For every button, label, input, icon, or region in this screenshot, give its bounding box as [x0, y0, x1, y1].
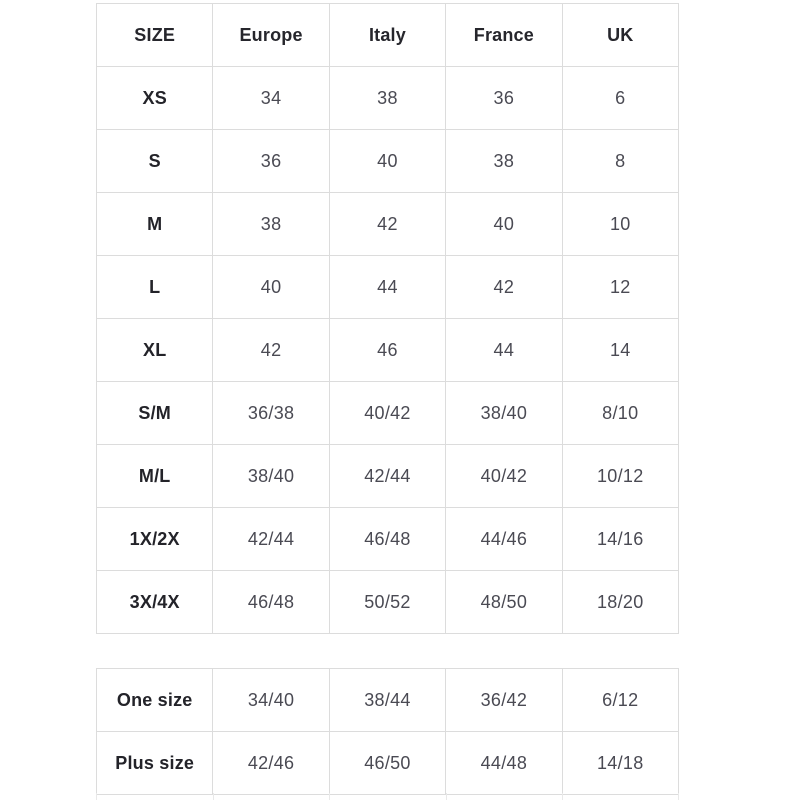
special-size-table-body [97, 669, 679, 795]
table-row-s [97, 130, 679, 193]
italy-value: 42/44 [329, 445, 445, 508]
table-row-m-l [97, 445, 679, 508]
size-conversion-table [96, 3, 679, 634]
europe-value: 40 [213, 256, 329, 319]
table-border-stub [562, 793, 563, 800]
size-conversion-table-header [97, 4, 679, 67]
italy-value: 50/52 [329, 571, 445, 634]
uk-value: 10 [562, 193, 678, 256]
size-label: XL [97, 319, 213, 382]
europe-value: 42/44 [213, 508, 329, 571]
size-guide-section [96, 3, 679, 795]
table-row-plus-size [97, 732, 679, 795]
table-row-xs [97, 67, 679, 130]
table-row-m [97, 193, 679, 256]
table-row-1x-2x [97, 508, 679, 571]
size-label: L [97, 256, 213, 319]
europe-value: 34/40 [213, 669, 329, 732]
uk-value: 8 [562, 130, 678, 193]
italy-value: 46/50 [329, 732, 445, 795]
europe-value: 38/40 [213, 445, 329, 508]
size-label: M [97, 193, 213, 256]
size-label: S [97, 130, 213, 193]
italy-value: 40/42 [329, 382, 445, 445]
table-row-s-m [97, 382, 679, 445]
uk-value: 8/10 [562, 382, 678, 445]
europe-value: 36 [213, 130, 329, 193]
size-label: M/L [97, 445, 213, 508]
uk-value: 18/20 [562, 571, 678, 634]
italy-value: 46 [329, 319, 445, 382]
uk-value: 14/18 [562, 732, 678, 795]
france-value: 48/50 [446, 571, 562, 634]
size-label: Plus size [97, 732, 213, 795]
france-value: 36/42 [446, 669, 562, 732]
special-size-table [96, 668, 679, 795]
europe-value: 42 [213, 319, 329, 382]
europe-value: 38 [213, 193, 329, 256]
table-border-stub [446, 793, 447, 800]
europe-value: 36/38 [213, 382, 329, 445]
table-row-l [97, 256, 679, 319]
france-value: 44/46 [446, 508, 562, 571]
table-border-stub [96, 793, 97, 800]
column-header-italy: Italy [329, 4, 445, 67]
france-value: 40/42 [446, 445, 562, 508]
italy-value: 40 [329, 130, 445, 193]
italy-value: 42 [329, 193, 445, 256]
header-row [97, 4, 679, 67]
size-label: 3X/4X [97, 571, 213, 634]
france-value: 36 [446, 67, 562, 130]
italy-value: 46/48 [329, 508, 445, 571]
france-value: 38 [446, 130, 562, 193]
size-label: XS [97, 67, 213, 130]
table-border-stub [329, 793, 330, 800]
uk-value: 6 [562, 67, 678, 130]
europe-value: 34 [213, 67, 329, 130]
table-row-xl [97, 319, 679, 382]
europe-value: 46/48 [213, 571, 329, 634]
column-header-europe: Europe [213, 4, 329, 67]
size-label: S/M [97, 382, 213, 445]
italy-value: 44 [329, 256, 445, 319]
table-border-stub [678, 793, 679, 800]
size-label: 1X/2X [97, 508, 213, 571]
europe-value: 42/46 [213, 732, 329, 795]
uk-value: 6/12 [562, 669, 678, 732]
france-value: 40 [446, 193, 562, 256]
column-header-france: France [446, 4, 562, 67]
table-row-one-size [97, 669, 679, 732]
italy-value: 38/44 [329, 669, 445, 732]
uk-value: 14/16 [562, 508, 678, 571]
table-row-3x-4x [97, 571, 679, 634]
france-value: 38/40 [446, 382, 562, 445]
column-header-size: SIZE [97, 4, 213, 67]
size-label: One size [97, 669, 213, 732]
table-border-stub [213, 793, 214, 800]
column-header-uk: UK [562, 4, 678, 67]
france-value: 42 [446, 256, 562, 319]
uk-value: 14 [562, 319, 678, 382]
france-value: 44 [446, 319, 562, 382]
uk-value: 10/12 [562, 445, 678, 508]
size-conversion-table-body [97, 67, 679, 634]
uk-value: 12 [562, 256, 678, 319]
france-value: 44/48 [446, 732, 562, 795]
italy-value: 38 [329, 67, 445, 130]
